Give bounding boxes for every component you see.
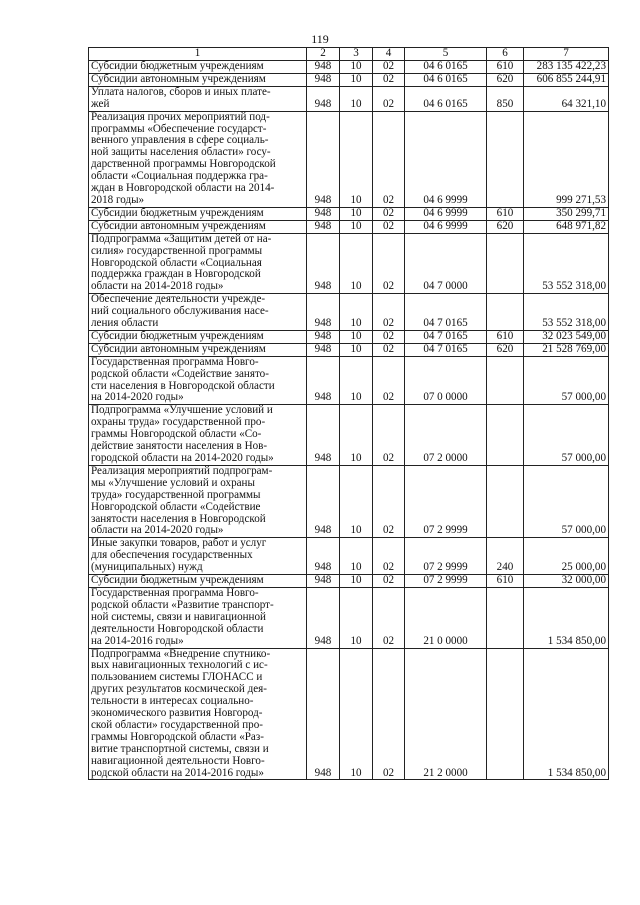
section-code-cell: 10 (340, 111, 373, 207)
target-article-cell: 04 6 9999 (405, 207, 487, 220)
section-code-cell: 10 (340, 465, 373, 537)
ministry-code-cell: 948 (307, 207, 340, 220)
row-name-line: граммы Новгородской области «Со- (91, 428, 262, 441)
expense-type-cell: 610 (487, 575, 524, 588)
section-code-cell: 10 (340, 330, 373, 343)
row-name-line: Новгородской области «Содействие (91, 500, 261, 513)
table-row (89, 111, 609, 207)
table-row (89, 465, 609, 537)
section-code-cell: 10 (340, 405, 373, 466)
column-header: 3 (340, 48, 373, 61)
section-code-cell: 10 (340, 356, 373, 405)
row-name-line: 2018 годы» (91, 193, 145, 206)
subsection-code-cell: 02 (373, 343, 405, 356)
target-article-cell: 07 2 0000 (405, 405, 487, 466)
ministry-code-cell: 948 (307, 648, 340, 780)
target-article-cell: 07 2 9999 (405, 575, 487, 588)
amount-cell: 350 299,71 (524, 207, 609, 220)
ministry-code-cell: 948 (307, 587, 340, 648)
budget-table (88, 47, 609, 780)
expense-type-cell (487, 111, 524, 207)
subsection-code-cell: 02 (373, 587, 405, 648)
column-header: 2 (307, 48, 340, 61)
row-name-cell (89, 220, 307, 233)
section-code-cell: 10 (340, 294, 373, 331)
column-header: 5 (405, 48, 487, 61)
expense-type-cell: 610 (487, 61, 524, 74)
row-name-line: программы «Обеспечение государст- (91, 122, 267, 135)
ministry-code-cell: 948 (307, 86, 340, 111)
subsection-code-cell: 02 (373, 207, 405, 220)
row-name-line: Подпрограмма «Внедрение спутнико- (91, 647, 271, 660)
row-name-line: Государственная программа Новго- (91, 586, 259, 599)
subsection-code-cell: 02 (373, 233, 405, 294)
ministry-code-cell: 948 (307, 538, 340, 575)
table-row (89, 648, 609, 780)
section-code-cell: 10 (340, 233, 373, 294)
row-name-line: мы «Улучшение условий и охраны (91, 476, 255, 489)
amount-cell: 606 855 244,91 (524, 73, 609, 86)
row-name-line: (муниципальных) нужд (91, 561, 203, 574)
row-name-line: других результатов космической дея- (91, 683, 267, 696)
row-name-cell (89, 648, 307, 780)
row-name-line: Субсидии автономным учреждениям (91, 342, 266, 355)
ministry-code-cell: 948 (307, 465, 340, 537)
amount-cell: 1 534 850,00 (524, 648, 609, 780)
column-header: 4 (373, 48, 405, 61)
table-row (89, 405, 609, 466)
target-article-cell: 04 6 0165 (405, 61, 487, 74)
ministry-code-cell: 948 (307, 73, 340, 86)
table-row (89, 575, 609, 588)
target-article-cell: 04 6 0165 (405, 73, 487, 86)
amount-cell: 57 000,00 (524, 405, 609, 466)
row-name-line: ления области (91, 317, 159, 330)
row-name-line: ной системы, связи и навигационной (91, 610, 266, 623)
row-name-line: сти населения в Новгородской области (91, 379, 275, 392)
row-name-line: Реализация мероприятий подпрограм- (91, 464, 273, 477)
expense-type-cell (487, 648, 524, 780)
table-row (89, 86, 609, 111)
subsection-code-cell: 02 (373, 648, 405, 780)
section-code-cell: 10 (340, 648, 373, 780)
target-article-cell: 04 7 0165 (405, 330, 487, 343)
row-name-cell (89, 405, 307, 466)
expense-type-cell: 620 (487, 73, 524, 86)
row-name-cell (89, 330, 307, 343)
amount-cell: 21 528 769,00 (524, 343, 609, 356)
target-article-cell: 04 6 9999 (405, 111, 487, 207)
column-header: 7 (524, 48, 609, 61)
amount-cell: 32 023 549,00 (524, 330, 609, 343)
row-name-line: Субсидии бюджетным учреждениям (91, 574, 264, 587)
row-name-line: навигационной деятельности Новго- (91, 754, 265, 767)
ministry-code-cell: 948 (307, 575, 340, 588)
section-code-cell: 10 (340, 207, 373, 220)
expense-type-cell: 240 (487, 538, 524, 575)
table-row (89, 343, 609, 356)
expense-type-cell (487, 465, 524, 537)
row-name-line: родской области на 2014-2016 годы» (91, 766, 264, 779)
amount-cell: 1 534 850,00 (524, 587, 609, 648)
page-number: 119 (311, 32, 329, 46)
target-article-cell: 21 0 0000 (405, 587, 487, 648)
amount-cell: 999 271,53 (524, 111, 609, 207)
subsection-code-cell: 02 (373, 356, 405, 405)
row-name-line: для обеспечения государственных (91, 549, 253, 562)
row-name-line: ждан в Новгородской области на 2014- (91, 182, 275, 195)
section-code-cell: 10 (340, 220, 373, 233)
target-article-cell: 07 0 0000 (405, 356, 487, 405)
column-header: 1 (89, 48, 307, 61)
row-name-line: действие занятости населения в Нов- (91, 440, 268, 453)
row-name-cell (89, 538, 307, 575)
row-name-cell (89, 73, 307, 86)
target-article-cell: 07 2 9999 (405, 538, 487, 575)
section-code-cell: 10 (340, 575, 373, 588)
target-article-cell: 04 6 9999 (405, 220, 487, 233)
row-name-line: ской области» государственной про- (91, 718, 263, 731)
amount-cell: 64 321,10 (524, 86, 609, 111)
table-row (89, 294, 609, 331)
subsection-code-cell: 02 (373, 575, 405, 588)
amount-cell: 57 000,00 (524, 356, 609, 405)
table-row (89, 233, 609, 294)
row-name-cell (89, 465, 307, 537)
expense-type-cell: 850 (487, 86, 524, 111)
subsection-code-cell: 02 (373, 330, 405, 343)
row-name-line: Субсидии автономным учреждениям (91, 72, 266, 85)
expense-type-cell: 610 (487, 207, 524, 220)
table-row (89, 220, 609, 233)
row-name-line: витие транспортной системы, связи и (91, 742, 269, 755)
row-name-line: экономического развития Новгород- (91, 707, 263, 720)
row-name-line: области на 2014-2018 годы» (91, 280, 224, 293)
expense-type-cell: 610 (487, 330, 524, 343)
row-name-line: поддержка граждан в Новгородской (91, 268, 261, 281)
section-code-cell: 10 (340, 587, 373, 648)
row-name-line: на 2014-2020 годы» (91, 391, 184, 404)
table-row (89, 61, 609, 74)
ministry-code-cell: 948 (307, 405, 340, 466)
row-name-line: родской области «Содействие занято- (91, 367, 269, 380)
row-name-line: труда» государственной программы (91, 488, 261, 501)
row-name-line: жей (91, 97, 110, 110)
section-code-cell: 10 (340, 61, 373, 74)
ministry-code-cell: 948 (307, 343, 340, 356)
target-article-cell: 21 2 0000 (405, 648, 487, 780)
subsection-code-cell: 02 (373, 111, 405, 207)
target-article-cell: 04 7 0165 (405, 294, 487, 331)
subsection-code-cell: 02 (373, 220, 405, 233)
amount-cell: 648 971,82 (524, 220, 609, 233)
row-name-cell (89, 233, 307, 294)
expense-type-cell (487, 233, 524, 294)
expense-type-cell: 620 (487, 343, 524, 356)
ministry-code-cell: 948 (307, 61, 340, 74)
row-name-line: Субсидии автономным учреждениям (91, 219, 266, 232)
amount-cell: 283 135 422,23 (524, 61, 609, 74)
row-name-line: вых навигационных технологий с ис- (91, 659, 268, 672)
table-row (89, 356, 609, 405)
row-name-line: венного управления в сфере социаль- (91, 134, 269, 147)
table-row (89, 587, 609, 648)
ministry-code-cell: 948 (307, 111, 340, 207)
ministry-code-cell: 948 (307, 233, 340, 294)
row-name-line: на 2014-2016 годы» (91, 634, 184, 647)
amount-cell: 25 000,00 (524, 538, 609, 575)
expense-type-cell (487, 587, 524, 648)
row-name-line: Уплата налогов, сборов и иных плате- (91, 85, 271, 98)
table-row (89, 207, 609, 220)
subsection-code-cell: 02 (373, 73, 405, 86)
row-name-line: Субсидии бюджетным учреждениям (91, 329, 264, 342)
expense-type-cell: 620 (487, 220, 524, 233)
row-name-cell (89, 356, 307, 405)
expense-type-cell (487, 294, 524, 331)
section-code-cell: 10 (340, 538, 373, 575)
row-name-line: городской области на 2014-2020 годы» (91, 452, 274, 464)
subsection-code-cell: 02 (373, 465, 405, 537)
ministry-code-cell: 948 (307, 330, 340, 343)
row-name-line: Субсидии бюджетным учреждениям (91, 206, 264, 219)
subsection-code-cell: 02 (373, 86, 405, 111)
row-name-cell (89, 111, 307, 207)
amount-cell: 53 552 318,00 (524, 233, 609, 294)
row-name-line: ний социального обслуживания насе- (91, 305, 269, 318)
row-name-line: области «Социальная поддержка гра- (91, 170, 268, 183)
row-name-line: Реализация прочих мероприятий под- (91, 110, 270, 123)
row-name-line: занятости населения в Новгородской (91, 512, 266, 525)
section-code-cell: 10 (340, 343, 373, 356)
expense-type-cell (487, 405, 524, 466)
table-row (89, 538, 609, 575)
row-name-line: охраны труда» государственной про- (91, 416, 266, 429)
row-name-cell (89, 294, 307, 331)
row-name-line: Подпрограмма «Улучшение условий и (91, 404, 273, 417)
column-header: 6 (487, 48, 524, 61)
row-name-line: Подпрограмма «Защитим детей от на- (91, 232, 272, 245)
ministry-code-cell: 948 (307, 356, 340, 405)
amount-cell: 32 000,00 (524, 575, 609, 588)
row-name-line: дарственной программы Новгородской (91, 158, 276, 171)
row-name-cell (89, 587, 307, 648)
row-name-line: силия» государственной программы (91, 244, 263, 257)
ministry-code-cell: 948 (307, 294, 340, 331)
row-name-line: граммы Новгородской области «Раз- (91, 730, 264, 743)
subsection-code-cell: 02 (373, 294, 405, 331)
table-header-row (89, 48, 609, 61)
row-name-line: тельности в интересах социально- (91, 695, 254, 708)
row-name-cell (89, 343, 307, 356)
row-name-cell (89, 207, 307, 220)
ministry-code-cell: 948 (307, 220, 340, 233)
row-name-line: Субсидии бюджетным учреждениям (91, 60, 264, 72)
table-row (89, 73, 609, 86)
target-article-cell: 04 6 0165 (405, 86, 487, 111)
section-code-cell: 10 (340, 73, 373, 86)
subsection-code-cell: 02 (373, 405, 405, 466)
row-name-cell (89, 86, 307, 111)
subsection-code-cell: 02 (373, 61, 405, 74)
target-article-cell: 04 7 0165 (405, 343, 487, 356)
row-name-line: родской области «Развитие транспорт- (91, 598, 274, 611)
row-name-cell (89, 61, 307, 74)
row-name-line: деятельности Новгородской области (91, 622, 264, 635)
amount-cell: 53 552 318,00 (524, 294, 609, 331)
section-code-cell: 10 (340, 86, 373, 111)
target-article-cell: 07 2 9999 (405, 465, 487, 537)
target-article-cell: 04 7 0000 (405, 233, 487, 294)
row-name-line: Новгородской области «Социальная (91, 256, 262, 269)
row-name-line: Иные закупки товаров, работ и услуг (91, 537, 267, 550)
expense-type-cell (487, 356, 524, 405)
row-name-cell (89, 575, 307, 588)
row-name-line: Обеспечение деятельности учрежде- (91, 293, 266, 306)
row-name-line: пользованием системы ГЛОНАСС и (91, 671, 263, 684)
row-name-line: ной защиты населения области» госу- (91, 146, 271, 159)
amount-cell: 57 000,00 (524, 465, 609, 537)
row-name-line: области на 2014-2020 годы» (91, 524, 224, 537)
table-row (89, 330, 609, 343)
subsection-code-cell: 02 (373, 538, 405, 575)
row-name-line: Государственная программа Новго- (91, 355, 259, 368)
